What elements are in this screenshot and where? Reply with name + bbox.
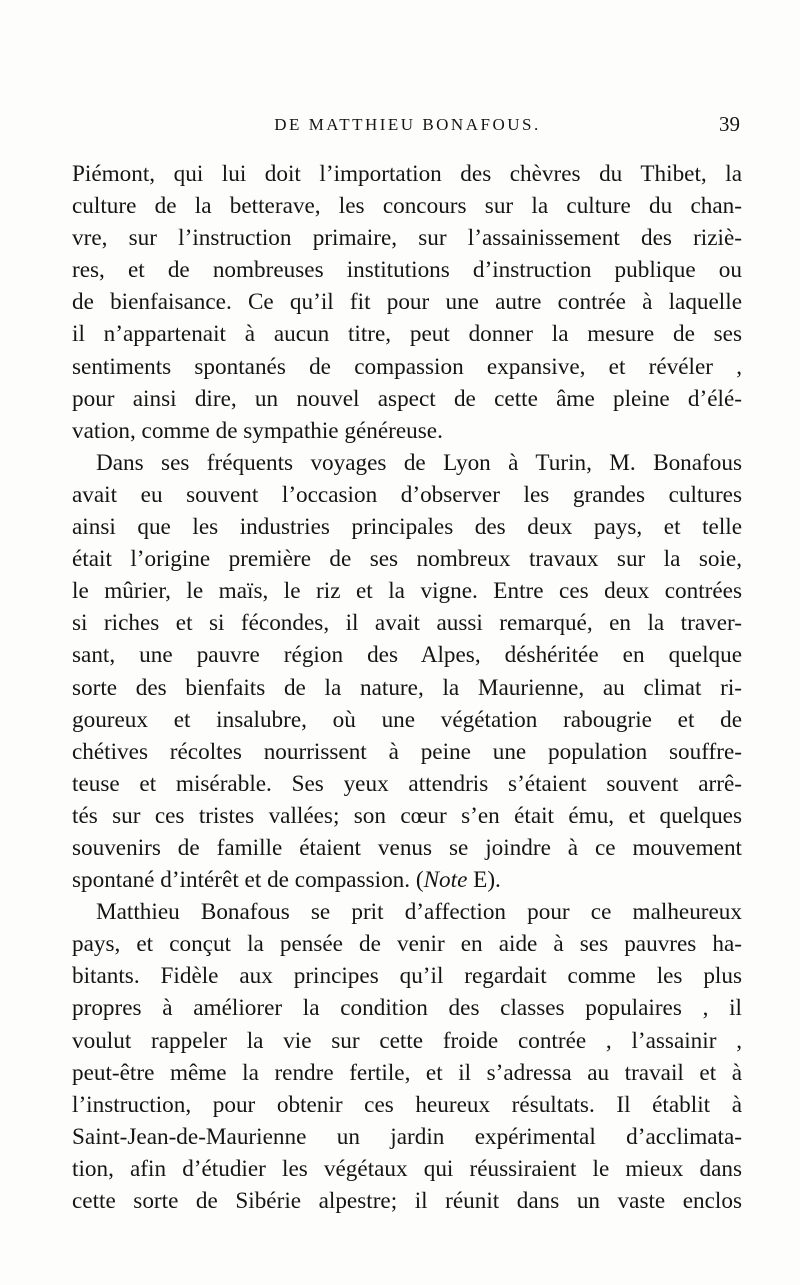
text-line: pays, et conçut la pensée de venir en aide à ses pauvres ha- — [72, 931, 742, 958]
text-line: Matthieu Bonafous se prit d’affection pour ce malheureux — [96, 899, 742, 926]
text-line: de bienfaisance. Ce qu’il fit pour une autre contrée à laquelle — [72, 289, 742, 316]
text-line: vre, sur l’instruction primaire, sur l’assainissement des riziè- — [72, 225, 742, 252]
note-reference-suffix: E). — [467, 867, 501, 894]
running-title: DE MATTHIEU BONAFOUS. — [274, 115, 541, 134]
note-reference: Note — [423, 867, 468, 894]
text-line: res, et de nombreuses institutions d’instruction publique ou — [72, 257, 742, 284]
text-line: Saint-Jean-de-Maurienne un jardin expérimental d’acclimata- — [72, 1123, 742, 1150]
text-line: culture de la betterave, les concours sur la culture du chan- — [72, 193, 742, 220]
text-line: propres à améliorer la condition des classes populaires , il — [72, 995, 742, 1022]
text-line: chétives récoltes nourrissent à peine une population souffre- — [72, 738, 742, 765]
text-line: était l’origine première de ses nombreux travaux sur la soie, — [72, 546, 742, 573]
text-line: bitants. Fidèle aux principes qu’il regardait comme les plus — [72, 963, 742, 990]
text-line: cette sorte de Sibérie alpestre; il réunit dans un vaste enclos — [72, 1188, 742, 1214]
text-fragment: spontané d’intérêt et de compassion. ( — [72, 867, 424, 894]
text-line: ainsi que les industries principales des deux pays, et telle — [72, 514, 742, 541]
text-line: voulut rappeler la vie sur cette froide contrée , l’assainir , — [72, 1027, 742, 1054]
text-line: sant, une pauvre région des Alpes, déshéritée en quelque — [72, 642, 742, 669]
text-line: il n’appartenait à aucun titre, peut donner la mesure de ses — [72, 321, 742, 348]
text-line: tés sur ces tristes vallées; son cœur s’en était ému, et quelques — [72, 802, 742, 829]
text-line: l’instruction, pour obtenir ces heureux résultats. Il établit à — [72, 1091, 742, 1118]
text-line: Piémont, qui lui doit l’importation des chèvres du Thibet, la — [72, 161, 742, 187]
body-text — [72, 158, 742, 1217]
text-line: vation, comme de sympathie généreuse. — [72, 417, 443, 444]
text-line: avait eu souvent l’occasion d’observer les grandes cultures — [72, 481, 742, 508]
text-line: goureux et insalubre, où une végétation rabougrie et de — [72, 706, 742, 733]
text-line: souvenirs de famille étaient venus se joindre à ce mouvement — [72, 834, 742, 861]
text-line: pour ainsi dire, un nouvel aspect de cette âme pleine d’élé- — [72, 385, 742, 412]
text-line: peut-être même la rendre fertile, et il s’adressa au travail et à — [72, 1059, 742, 1086]
running-head — [75, 112, 740, 145]
text-line: sentiments spontanés de compassion expansive, et révéler , — [72, 353, 742, 380]
text-line: si riches et si fécondes, il avait aussi remarqué, en la traver- — [72, 610, 742, 637]
text-line: tion, afin d’étudier les végétaux qui réussiraient le mieux dans — [72, 1155, 742, 1182]
text-line — [72, 864, 742, 896]
text-line: le mûrier, le maïs, le riz et la vigne. Entre ces deux contrées — [72, 578, 742, 605]
page-number: 39 — [719, 112, 740, 136]
text-line: sorte des bienfaits de la nature, la Maurienne, au climat ri- — [72, 674, 742, 701]
text-line: teuse et misérable. Ses yeux attendris s’étaient souvent arrê- — [72, 770, 742, 797]
text-line: Dans ses fréquents voyages de Lyon à Turin, M. Bonafous — [96, 449, 742, 476]
